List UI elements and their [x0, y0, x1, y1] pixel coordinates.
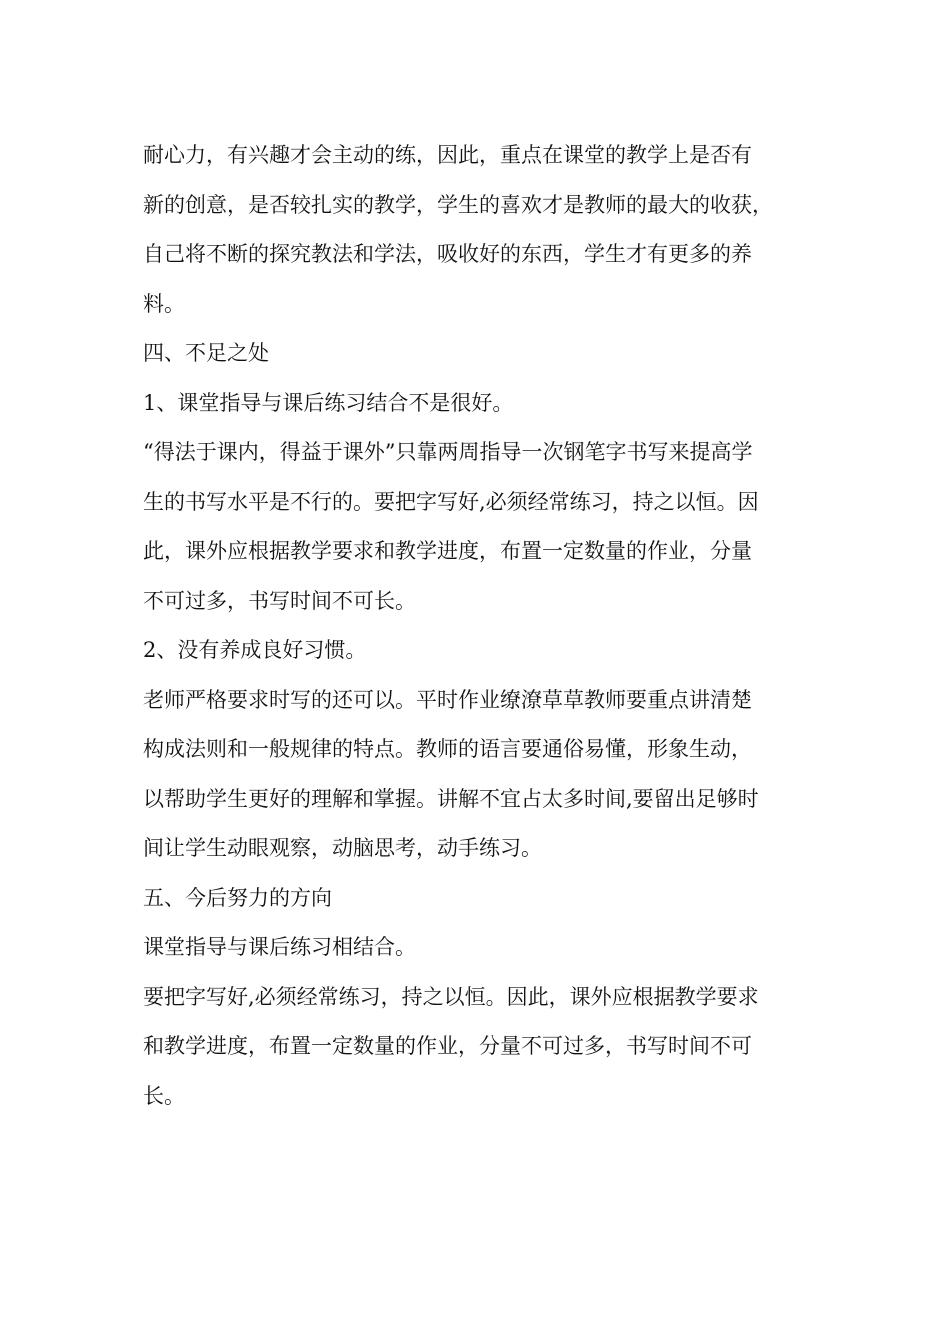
- text-line: 和教学进度，布置一定数量的作业，分量不可过多，书写时间不可: [143, 1034, 752, 1058]
- text-line: 自己将不断的探究教法和学法，吸收好的东西，学生才有更多的养: [143, 242, 752, 266]
- text-line: 构成法则和一般规律的特点。教师的语言要通俗易懂，形象生动，: [143, 737, 752, 761]
- text-line: 要把字写好,必须经常练习，持之以恒。因此，课外应根据教学要求: [143, 984, 759, 1009]
- section-heading: 四、不足之处: [143, 341, 269, 365]
- text-line: 耐心力，有兴趣才会主动的练，因此，重点在课堂的教学上是否有: [143, 143, 752, 167]
- text-line: 料。: [143, 291, 185, 316]
- text-line: “得法于课内，得益于课外”只靠两周指导一次钢笔字书写来提高学: [143, 440, 753, 464]
- text-line: 此，课外应根据教学要求和教学进度，布置一定数量的作业，分量: [143, 539, 752, 563]
- text-line: 生的书写水平是不行的。要把字写好,必须经常练习，持之以恒。因: [143, 489, 759, 514]
- subsection-heading: 1、课堂指导与课后练习结合不是很好。: [143, 390, 514, 415]
- section-heading: 五、今后努力的方向: [143, 885, 332, 910]
- text-line: 以帮助学生更好的理解和掌握。讲解不宜占太多时间,要留出足够时: [143, 786, 759, 811]
- text-line: 课堂指导与课后练习相结合。: [143, 935, 416, 959]
- text-line: 长。: [143, 1083, 185, 1108]
- text-line: 新的创意，是否较扎实的教学，学生的喜欢才是教师的最大的收获，: [143, 192, 773, 217]
- text-line: 间让学生动眼观察，动脑思考，动手练习。: [143, 836, 542, 860]
- subsection-heading: 2、没有养成良好习惯。: [143, 638, 367, 662]
- text-line: 不可过多，书写时间不可长。: [143, 588, 416, 613]
- text-line: 老师严格要求时写的还可以。平时作业缭潦草草教师要重点讲清楚: [143, 687, 752, 712]
- document-body: [143, 131, 823, 1121]
